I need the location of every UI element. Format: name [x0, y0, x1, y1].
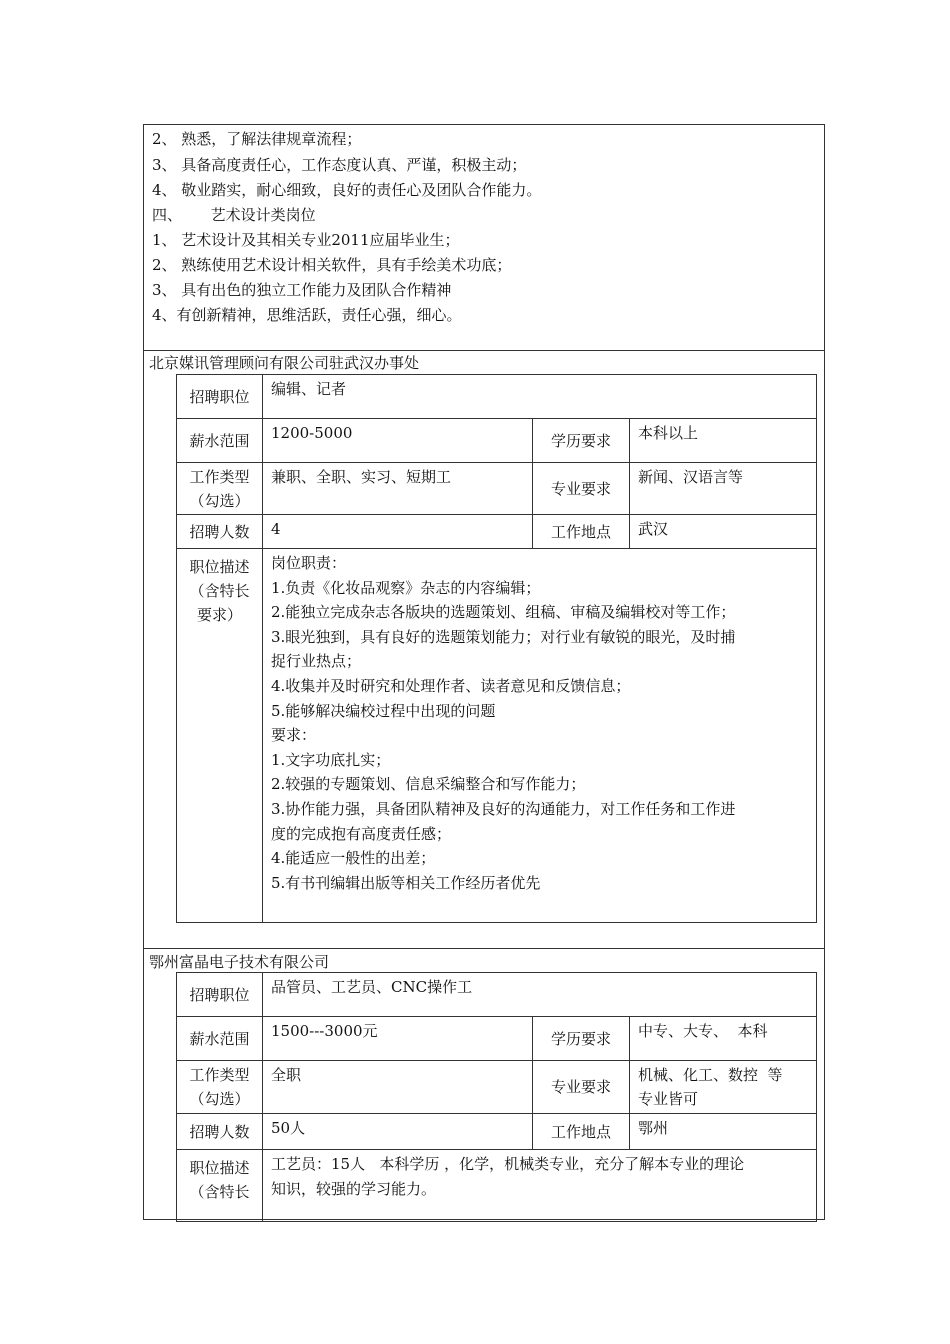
education-value: 本科以上: [630, 419, 817, 463]
company-name: 北京媒讯管理顾问有限公司驻武汉办事处: [149, 354, 420, 372]
company-name: 鄂州富晶电子技术有限公司: [149, 953, 330, 971]
salary-value: 1500---3000元: [263, 1017, 533, 1061]
headcount-value: 50人: [263, 1114, 533, 1150]
label-location: 工作地点: [533, 515, 630, 549]
location-value: 武汉: [630, 515, 817, 549]
description-line: 3.协作能力强，具备团队精神及良好的沟通能力，对工作任务和工作进: [271, 799, 736, 818]
position-value: 品管员、工艺员、CNC操作工: [263, 973, 817, 1017]
education-value: 中专、大专、 本科: [630, 1017, 817, 1061]
document-frame: [143, 124, 825, 1220]
job-type-value: 兼职、全职、实习、短期工: [263, 463, 533, 515]
position-value: 编辑、记者: [263, 375, 817, 419]
salary-value: 1200-5000: [263, 419, 533, 463]
job-table: [176, 972, 817, 1222]
major-value: 新闻、汉语言等: [630, 463, 817, 515]
description-value: [263, 1150, 817, 1222]
label-education: 学历要求: [533, 1017, 630, 1061]
description-line: 工艺员：15人 本科学历 ，化学，机械类专业，充分了解本专业的理论: [271, 1155, 745, 1173]
label-description: 职位描述 （含特长: [177, 1150, 263, 1222]
list-item: 2、 熟悉，了解法律规章流程；: [152, 130, 362, 148]
divider: [144, 948, 824, 949]
label-job-type: 工作类型 （勾选）: [177, 1061, 263, 1114]
description-line: 3.眼光独到，具有良好的选题策划能力；对行业有敏锐的眼光，及时捕: [271, 627, 736, 646]
label-headcount: 招聘人数: [177, 1114, 263, 1150]
major-value: 机械、化工、数控 等 专业皆可: [630, 1061, 817, 1114]
description-line: 2.较强的专题策划、信息采编整合和写作能力；: [271, 775, 586, 794]
description-line: 要求：: [271, 726, 317, 745]
headcount-value: 4: [263, 515, 533, 549]
description-line: 5.有书刊编辑出版等相关工作经历者优先: [271, 873, 541, 892]
list-item: 3、 具备高度责任心，工作态度认真、严谨，积极主动；: [152, 156, 527, 174]
label-major: 专业要求: [533, 463, 630, 515]
job-table: [176, 374, 817, 923]
label-description: 职位描述 （含特长 要求）: [177, 549, 263, 923]
description-line: 岗位职责：: [271, 554, 347, 572]
description-line: 度的完成抱有高度责任感；: [271, 824, 452, 843]
description-value: [263, 549, 817, 923]
list-item: 2、 熟练使用艺术设计相关软件，具有手绘美术功底；: [152, 256, 512, 274]
label-education: 学历要求: [533, 419, 630, 463]
list-item: 3、 具有出色的独立工作能力及团队合作精神: [152, 281, 452, 299]
section-heading: 四、 艺术设计类岗位: [152, 206, 316, 224]
description-line: 1.负责《化妆品观察》杂志的内容编辑；: [271, 578, 541, 597]
label-location: 工作地点: [533, 1114, 630, 1150]
description-line: 1.文字功底扎实；: [271, 750, 391, 769]
label-salary: 薪水范围: [177, 1017, 263, 1061]
description-line: 5.能够解决编校过程中出现的问题: [271, 701, 496, 720]
label-major: 专业要求: [533, 1061, 630, 1114]
job-type-value: 全职: [263, 1061, 533, 1114]
list-item: 4、 敬业踏实，耐心细致，良好的责任心及团队合作能力。: [152, 181, 542, 199]
label-headcount: 招聘人数: [177, 515, 263, 549]
label-job-type: 工作类型 （勾选）: [177, 463, 263, 515]
label-position: 招聘职位: [177, 375, 263, 419]
description-line: 4.收集并及时研究和处理作者、读者意见和反馈信息；: [271, 676, 631, 695]
label-salary: 薪水范围: [177, 419, 263, 463]
description-line: 知识，较强的学习能力。: [271, 1179, 437, 1198]
description-line: 捉行业热点；: [271, 652, 362, 671]
description-line: 4.能适应一般性的出差；: [271, 849, 436, 868]
divider: [144, 350, 824, 351]
list-item: 1、 艺术设计及其相关专业2011应届毕业生；: [152, 231, 460, 249]
label-position: 招聘职位: [177, 973, 263, 1017]
description-line: 2.能独立完成杂志各版块的选题策划、组稿、审稿及编辑校对等工作；: [271, 603, 736, 622]
location-value: 鄂州: [630, 1114, 817, 1150]
list-item: 4、有创新精神，思维活跃，责任心强，细心。: [152, 306, 462, 324]
